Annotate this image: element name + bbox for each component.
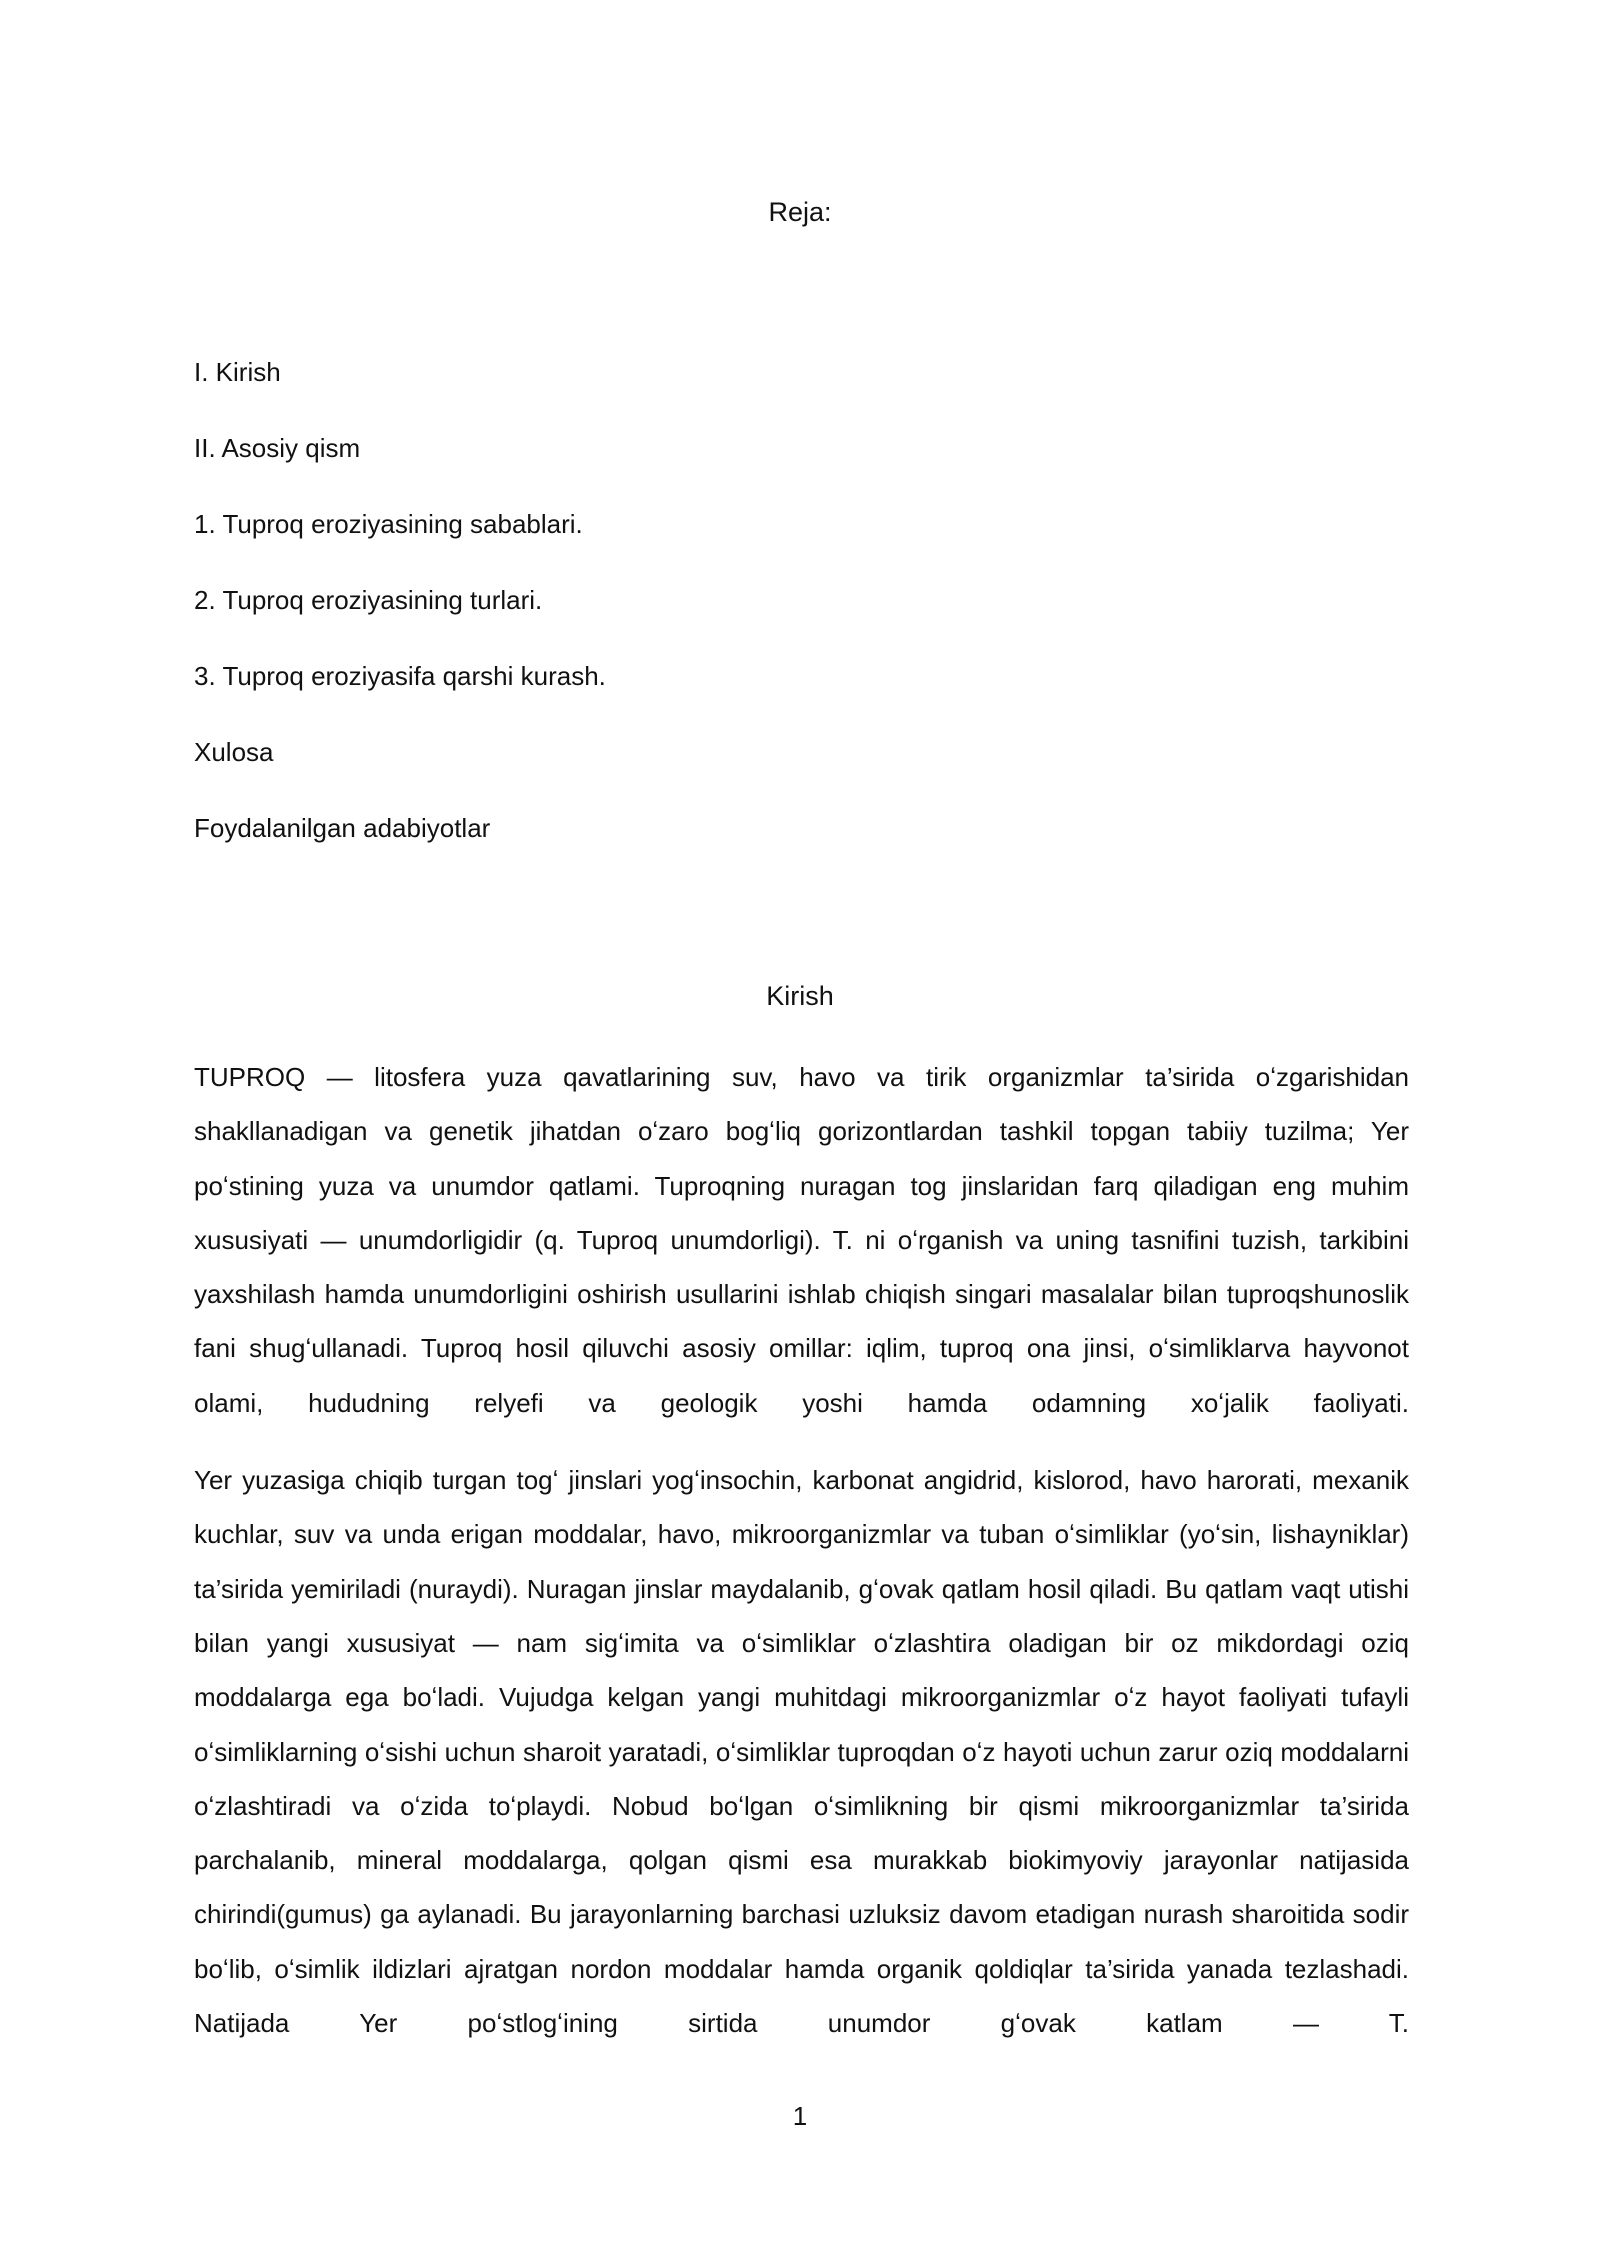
paragraph-tuproq-formation: Yer yuzasiga chiqib turgan togʻ jinslari yogʻinsochin, karbonat angidrid, kislorod, havo harorati, mexanik kuchlar, suv va unda erigan moddalar, havo, mikroorganizmlar va tuban oʻsimliklar (yoʻsin, lishayniklar) ta’sirida yemiriladi (nuraydi). Nuragan jinslar maydalanib, gʻovak qatlam hosil qiladi. Bu qatlam vaqt utishi bilan yangi xususiyat — nam sigʻimita va oʻsimliklar oʻzlashtira oladigan bir oz mikdordagi oziq moddalarga ega boʻladi. Vujudga kelgan yangi muhitdagi mikroorganizmlar oʻz hayot faoliyati tufayli oʻsimliklarning oʻsishi uchun sharoit yaratadi, oʻsimliklar tuproqdan oʻz hayoti uchun zarur oziq moddalarni oʻzlashtiradi va oʻzida toʻplaydi. Nobud boʻlgan oʻsimlikning bir qismi mikroorganizmlar ta’sirida parchalanib, mineral moddalarga, qolgan qismi esa murakkab biokimyoviy jarayonlar natijasida chirindi(gumus) ga aylanadi. Bu jarayonlarning barchasi uzluksiz davom etadigan nurash sharoitida sodir boʻlib, oʻsimlik ildizlari ajratgan nordon moddalar hamda organik qoldiqlar ta’sirida yanada tezlashadi. Natijada Yer poʻstlogʻining sirtida unumdor gʻovak katlam — T. (194, 1465, 1409, 2039)
page-number: 1 (792, 2101, 808, 2131)
paragraph-tuproq-definition: TUPROQ — litosfera yuza qavatlarining suv, havo va tirik organizmlar ta’sirida oʻzgarishidan shakllanadigan va genetik jihatdan oʻzaro bogʻliq gorizontlardan tashkil topgan tabiiy tuzilma; Yer poʻstining yuza va unumdor qatlami. Tuproqning nuragan tog jinslaridan farq qiladigan eng muhim xususiyati — unumdorligidir (q. Tuproq unumdorligi). T. ni oʻrganish va uning tasnifini tuzish, tarkibini yaxshilash hamda unumdorligini oshirish usullarini ishlab chiqish singari masalalar bilan tuproqshunoslik fani shugʻullanadi. Tuproq hosil qiluvchi asosiy omillar: iqlim, tuproq ona jinsi, oʻsimliklarva hayvonot olami, hududning relyefi va geologik yoshi hamda odamning xoʻjalik faoliyati. (194, 1062, 1409, 1418)
plan-item-kirish: I. Kirish (194, 357, 281, 387)
body-text (194, 1050, 1409, 2073)
plan-title: Reja: (768, 197, 832, 227)
section-title-kirish: Kirish (766, 981, 834, 1011)
plan-item-adabiyotlar: Foydalanilgan adabiyotlar (194, 813, 491, 843)
plan-item-asosiy-qism: II. Asosiy qism (194, 433, 361, 463)
plan-item-xulosa: Xulosa (194, 737, 274, 767)
plan-list (194, 356, 606, 888)
plan-item-turlari: 2. Tuproq eroziyasining turlari. (194, 585, 543, 615)
plan-item-kurash: 3. Tuproq eroziyasifa qarshi kurash. (194, 661, 606, 691)
plan-item-sabablari: 1. Tuproq eroziyasining sabablari. (194, 509, 583, 539)
